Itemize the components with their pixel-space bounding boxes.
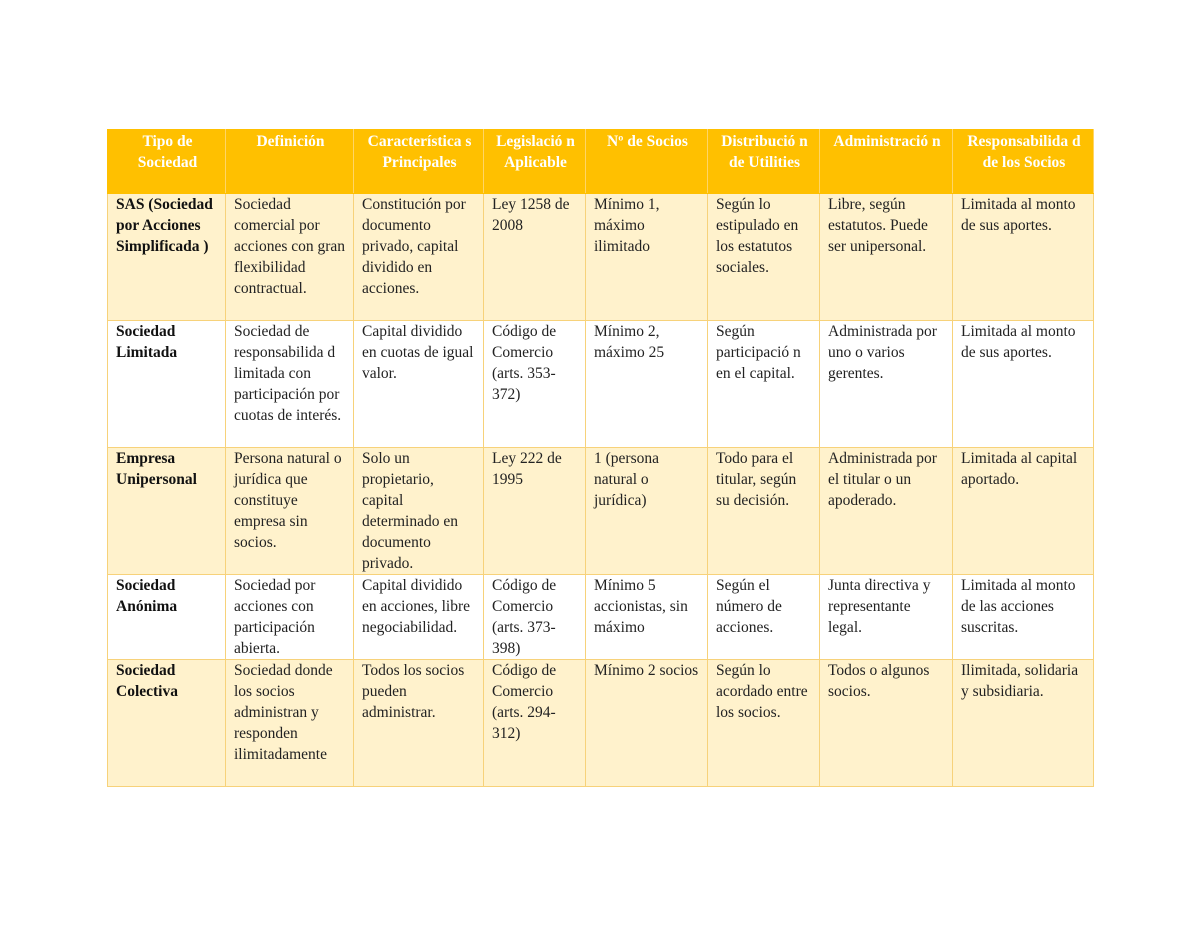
cell-distribution: Según lo acordado entre los socios. <box>708 660 820 787</box>
header-distribucion-de-utilities: Distribució n de Utilities <box>708 130 820 194</box>
cell-liability: Limitada al capital aportado. <box>953 448 1094 575</box>
cell-distribution: Todo para el titular, según su decisión. <box>708 448 820 575</box>
table-row <box>108 194 1094 321</box>
table-header-row <box>108 130 1094 194</box>
table-row <box>108 660 1094 787</box>
header-administracion: Administració n <box>820 130 953 194</box>
header-responsabilidad-de-los-socios: Responsabilida d de los Socios <box>953 130 1094 194</box>
cell-administration: Administrada por el titular o un apoderado. <box>820 448 953 575</box>
cell-characteristics: Capital dividido en cuotas de igual valor. <box>354 321 484 448</box>
cell-legislation: Código de Comercio (arts. 353-372) <box>484 321 586 448</box>
cell-administration: Libre, según estatutos. Puede ser unipersonal. <box>820 194 953 321</box>
cell-characteristics: Solo un propietario, capital determinado en documento privado. <box>354 448 484 575</box>
cell-administration: Junta directiva y representante legal. <box>820 575 953 660</box>
cell-definition: Sociedad de responsabilida d limitada con participación por cuotas de interés. <box>226 321 354 448</box>
cell-administration: Todos o algunos socios. <box>820 660 953 787</box>
table-row <box>108 448 1094 575</box>
cell-partners: Mínimo 5 accionistas, sin máximo <box>586 575 708 660</box>
cell-partners: Mínimo 1, máximo ilimitado <box>586 194 708 321</box>
header-numero-de-socios: Nº de Socios <box>586 130 708 194</box>
table-row <box>108 321 1094 448</box>
cell-liability: Limitada al monto de sus aportes. <box>953 194 1094 321</box>
cell-partners: Mínimo 2, máximo 25 <box>586 321 708 448</box>
cell-administration: Administrada por uno o varios gerentes. <box>820 321 953 448</box>
cell-legislation: Código de Comercio (arts. 294-312) <box>484 660 586 787</box>
company-types-table <box>107 129 1094 787</box>
header-legislacion-aplicable: Legislació n Aplicable <box>484 130 586 194</box>
cell-distribution: Según el número de acciones. <box>708 575 820 660</box>
cell-type: Sociedad Anónima <box>108 575 226 660</box>
header-tipo-de-sociedad: Tipo de Sociedad <box>108 130 226 194</box>
cell-type: Empresa Unipersonal <box>108 448 226 575</box>
cell-definition: Persona natural o jurídica que constituye empresa sin socios. <box>226 448 354 575</box>
cell-legislation: Código de Comercio (arts. 373-398) <box>484 575 586 660</box>
cell-liability: Ilimitada, solidaria y subsidiaria. <box>953 660 1094 787</box>
cell-liability: Limitada al monto de las acciones suscritas. <box>953 575 1094 660</box>
cell-definition: Sociedad por acciones con participación abierta. <box>226 575 354 660</box>
cell-type: Sociedad Limitada <box>108 321 226 448</box>
cell-type: SAS (Sociedad por Acciones Simplificada ) <box>108 194 226 321</box>
cell-partners: 1 (persona natural o jurídica) <box>586 448 708 575</box>
cell-characteristics: Todos los socios pueden administrar. <box>354 660 484 787</box>
header-definicion: Definición <box>226 130 354 194</box>
cell-characteristics: Constitución por documento privado, capital dividido en acciones. <box>354 194 484 321</box>
cell-definition: Sociedad comercial por acciones con gran flexibilidad contractual. <box>226 194 354 321</box>
header-caracteristicas-principales: Característica s Principales <box>354 130 484 194</box>
table-row <box>108 575 1094 660</box>
cell-distribution: Según participació n en el capital. <box>708 321 820 448</box>
cell-characteristics: Capital dividido en acciones, libre negociabilidad. <box>354 575 484 660</box>
cell-definition: Sociedad donde los socios administran y responden ilimitadamente <box>226 660 354 787</box>
cell-type: Sociedad Colectiva <box>108 660 226 787</box>
cell-liability: Limitada al monto de sus aportes. <box>953 321 1094 448</box>
cell-legislation: Ley 222 de 1995 <box>484 448 586 575</box>
cell-partners: Mínimo 2 socios <box>586 660 708 787</box>
cell-distribution: Según lo estipulado en los estatutos sociales. <box>708 194 820 321</box>
cell-legislation: Ley 1258 de 2008 <box>484 194 586 321</box>
